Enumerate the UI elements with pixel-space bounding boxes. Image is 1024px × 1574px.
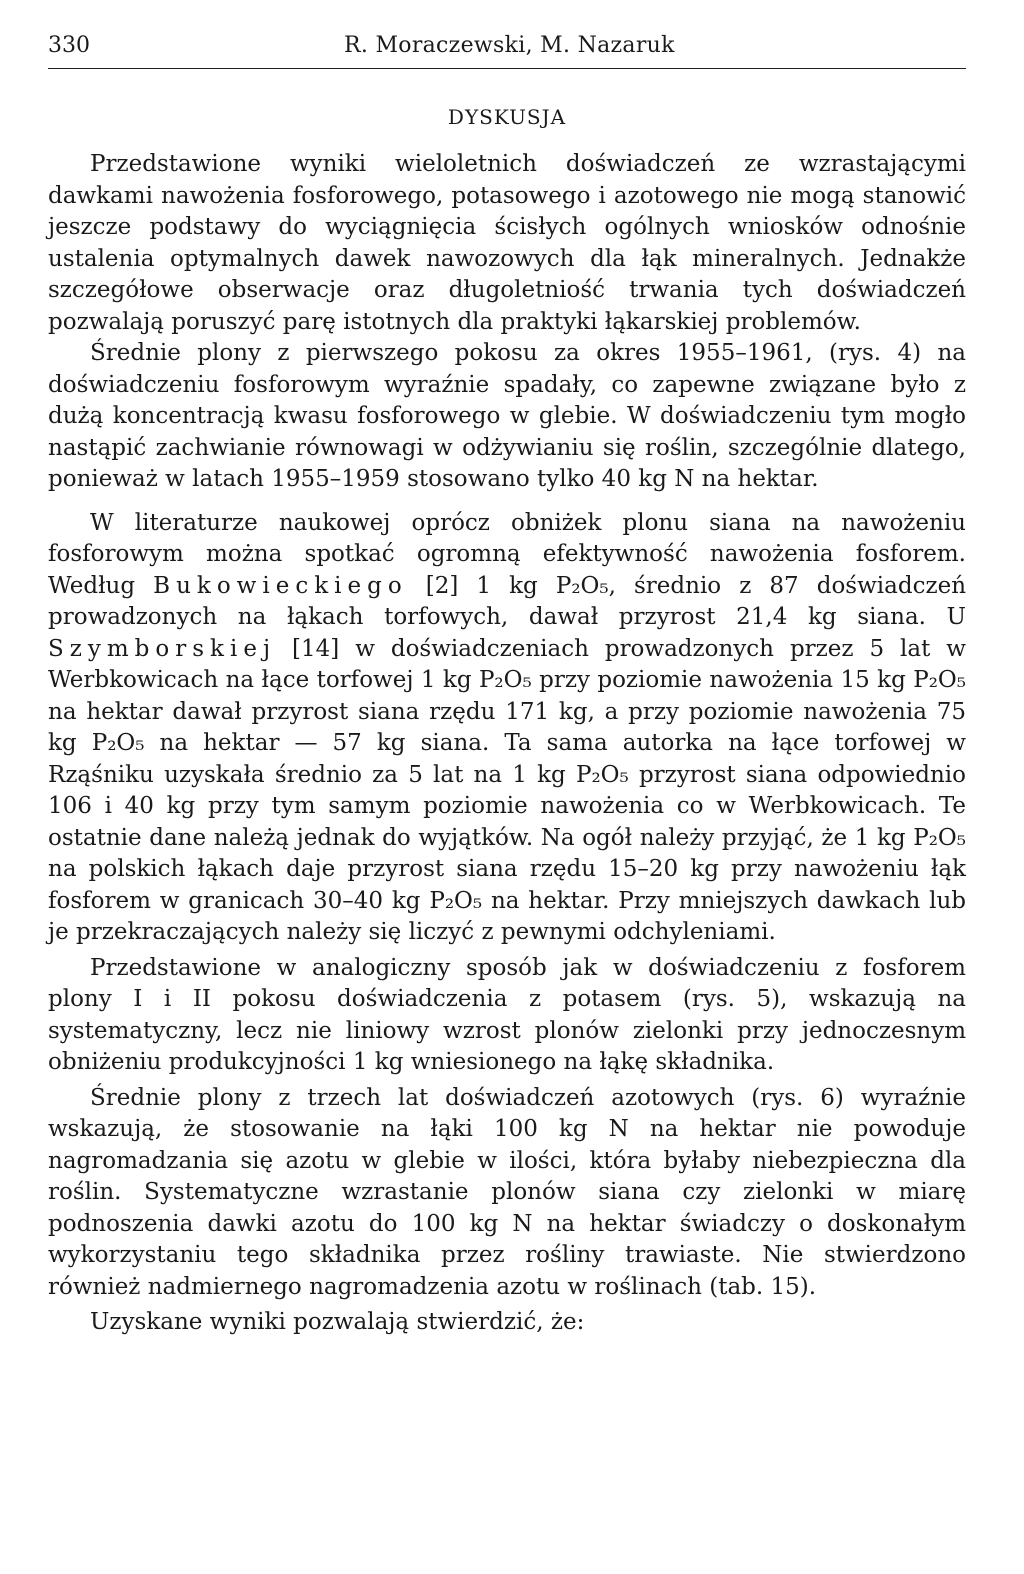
paragraph-conclusion-lead: Uzyskane wyniki pozwalają stwierdzić, że: [90, 1309, 585, 1335]
page [48, 28, 966, 1339]
paragraph-phosphorus-yields: Średnie plony z pierwszego pokosu za okres 1955–1961, (rys. 4) na doświadczeniu fosforowym wyraźnie spadały, co zapewne związane było z dużą koncentracją kwasu fosforowego w glebie. W doświadczeniu tym mogło nastąpić zachwianie równowagi w odżywianiu się roślin, szczególnie dlatego, ponieważ w latach 1955–1959 stosowano tylko 40 kg N na hektar. [48, 340, 966, 492]
cited-author-szymborska: Szymborskiej [48, 635, 277, 662]
running-head-authors: R. Moraczewski, M. Nazaruk [344, 33, 675, 58]
page-number: 330 [48, 33, 90, 58]
literature-rest: [14] w doświadczeniach prowadzonych przez 5 lat w Werbkowicach na łące torfowej 1 kg P₂O₅ przy poziomie nawożenia 15 kg P₂O₅ na hektar dawał przyrost siana rzędu 171 kg, a przy poziomie nawożenia 75 kg P₂O₅ na hektar — 57 kg siana. Ta sama autorka na łące torfowej w Rząśniku uzyskała średnio za 5 lat na 1 kg P₂O₅ przyrost siana odpowiednio 106 i 40 kg przy tym samym poziomie nawożenia co w Werbkowicach. Te ostatnie dane należą jednak do wyjątków. Na ogół należy przyjąć, że 1 kg P₂O₅ na polskich łąkach daje przyrost siana rzędu 15–20 kg przy nawożeniu łąk fosforem w granicach 30–40 kg P₂O₅ na hektar. Przy mniejszych dawkach lub je przekraczających należy się liczyć z pewnymi odchyleniami. [48, 635, 966, 945]
paragraph-literature [48, 508, 966, 949]
body-text [48, 149, 966, 1339]
literature-mid: [2] 1 kg P₂O₅, średnio z 87 doświadczeń prowadzonych na łąkach torfowych, dawał przyrost 21,4 kg siana. U [48, 572, 967, 630]
header-rule [48, 68, 966, 69]
paragraph-intro: Przedstawione wyniki wieloletnich doświadczeń ze wzrastającymi dawkami nawożenia fosforowego, potasowego i azotowego nie mogą stanowić jeszcze podstawy do wyciągnięcia ścisłych ogólnych wniosków odnośnie ustalenia optymalnych dawek nawozowych dla łąk mineralnych. Jednakże szczegółowe obserwacje oraz długoletniość trwania tych doświadczeń pozwalają poruszyć parę istotnych dla praktyki łąkarskiej problemów. [48, 151, 966, 335]
paragraph-potassium: Przedstawione w analogiczny sposób jak w doświadczeniu z fosforem plony I i II pokosu doświadczenia z potasem (rys. 5), wskazują na systematyczny, lecz nie liniowy wzrost plonów zielonki przy jednoczesnym obniżeniu produkcyjności 1 kg wniesionego na łąkę składnika. [48, 954, 966, 1075]
section-heading: DYSKUSJA [447, 105, 567, 129]
paragraph-nitrogen: Średnie plony z trzech lat doświadczeń azotowych (rys. 6) wyraźnie wskazują, że stosowanie na łąki 100 kg N na hektar nie powoduje nagromadzania się azotu w glebie w ilości, która byłaby niebezpieczna dla roślin. Systematyczne wzrastanie plonów siana czy zielonki w miarę podnoszenia dawki azotu do 100 kg N na hektar świadczy o doskonałym wykorzystaniu tego składnika przez rośliny trawiaste. Nie stwierdzono również nadmiernego nagromadzenia azotu w roślinach (tab. 15). [48, 1084, 966, 1300]
literature-intro: W literaturze naukowej oprócz obniżek plonu siana na nawożeniu fosforowym można spotkać ogromną efektywność nawożenia fosforem. Według [48, 509, 966, 599]
running-header [48, 28, 966, 64]
cited-author-bukowiecki: Bukowieckiego [153, 572, 408, 599]
